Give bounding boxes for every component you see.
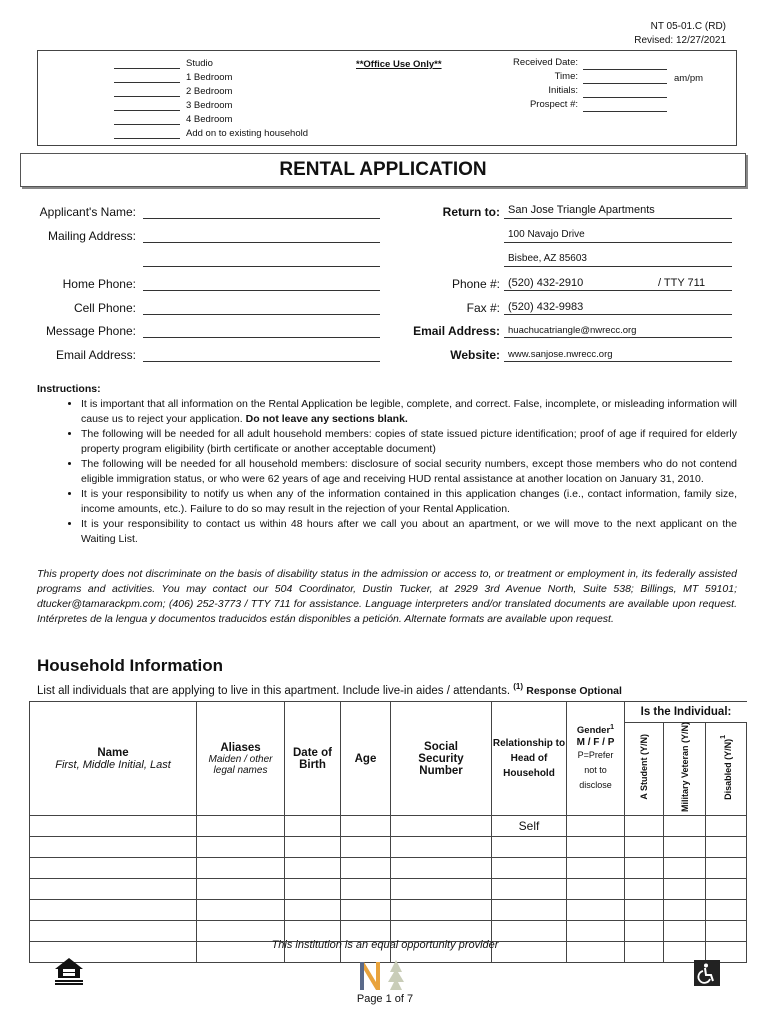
instructions <box>37 382 737 547</box>
return-to-address1: 100 Navajo Drive <box>508 229 585 240</box>
email-address-label: Email Address: <box>55 348 136 362</box>
household-cell[interactable] <box>341 858 391 879</box>
household-cell[interactable] <box>30 879 197 900</box>
instruction-item: • It is your responsibility to contact us within 48 hours after we call you about an apartment, or we will move to the next applicant on the Waiting List. <box>81 517 737 547</box>
instruction-item <box>81 397 737 427</box>
household-cell[interactable] <box>567 816 625 837</box>
fax-line <box>504 314 732 315</box>
col-dob-label: Date of Birth <box>293 746 332 771</box>
household-cell[interactable] <box>567 858 625 879</box>
household-cell[interactable] <box>341 837 391 858</box>
response-optional: Response Optional <box>526 684 622 697</box>
household-cell[interactable] <box>341 900 391 921</box>
col-age <box>341 702 391 816</box>
household-cell[interactable] <box>706 900 747 921</box>
time-label: Time: <box>554 71 578 82</box>
household-table <box>29 701 747 963</box>
time-field[interactable] <box>583 83 667 84</box>
equal-housing-logo <box>53 956 85 988</box>
col-dob <box>285 702 341 816</box>
household-cell[interactable] <box>492 858 567 879</box>
mailing-address-field-2[interactable] <box>143 266 380 267</box>
household-subtitle-text: List all individuals that are applying to live in this apartment. Include live-in aides / attendants. <box>37 684 511 697</box>
return-to-line-3 <box>504 266 732 267</box>
nondiscrimination-notice: This property does not discriminate on the basis of disability status in the admission or access to, or treatment or employment in, its federally assisted programs and activities. You may contact our 504 Coordinator, Dustin Tucker, at 2929 3rd Avenue North, Suite 538; Billings, MT 59101; dtucker@tamarackpm.com; (406) 252-3773 / TTY 711 for assistance. Language interpreters and/or translated documents are available upon request. Intérpretes de la lengua y documentos traducidos están disponibles a petición. Alternate formats are available upon request. <box>37 568 737 625</box>
col-military-label: Military Veteran (Y/N) <box>679 722 690 813</box>
office-use-only-label: **Office Use Only** <box>356 59 442 70</box>
is-individual-header: Is the Individual: <box>625 702 747 723</box>
form-revision <box>634 20 726 48</box>
household-cell[interactable] <box>391 879 492 900</box>
col-student-label: A Student (Y/N) <box>639 734 649 800</box>
household-cell[interactable] <box>30 858 197 879</box>
fax-value: (520) 432-9983 <box>508 301 584 313</box>
unit-blank <box>114 110 180 111</box>
form-number: NT 05-01.C (RD) <box>650 21 726 32</box>
household-cell[interactable] <box>706 837 747 858</box>
household-cell[interactable] <box>391 816 492 837</box>
household-row <box>30 879 747 900</box>
message-phone-label: Message Phone: <box>45 324 136 338</box>
unit-label: 2 Bedroom <box>186 86 233 97</box>
col-name-sub: First, Middle Initial, Last <box>55 758 171 771</box>
office-email-label: Email Address: <box>413 324 500 338</box>
col-aliases-sub: Maiden / other legal names <box>208 753 273 776</box>
equal-opportunity-statement: This institution is an equal opportunity provider <box>271 939 499 951</box>
household-cell[interactable] <box>285 879 341 900</box>
applicant-name-field[interactable] <box>143 218 380 219</box>
household-row <box>30 900 747 921</box>
household-cell[interactable] <box>706 879 747 900</box>
household-cell[interactable] <box>625 900 664 921</box>
instructions-heading: Instructions: <box>37 383 101 395</box>
unit-label: Add on to existing household <box>186 128 309 139</box>
office-email-line <box>504 337 732 338</box>
household-cell[interactable] <box>664 837 706 858</box>
household-cell[interactable] <box>706 858 747 879</box>
unit-blank <box>114 82 180 83</box>
phone-line <box>504 290 732 291</box>
household-header-row <box>30 702 747 816</box>
household-cell[interactable] <box>567 879 625 900</box>
col-relationship-label: Relationship to Head of Household <box>492 738 566 780</box>
household-cell[interactable] <box>492 837 567 858</box>
unit-label: 4 Bedroom <box>186 114 233 125</box>
household-cell[interactable] <box>197 837 285 858</box>
col-gender <box>567 702 625 816</box>
unit-blank <box>114 124 180 125</box>
mailing-address-field[interactable] <box>143 242 380 243</box>
col-name <box>30 702 197 816</box>
phone-value: (520) 432-2910 <box>508 277 584 289</box>
household-cell[interactable] <box>625 816 664 837</box>
revised-date: Revised: 12/27/2021 <box>634 35 726 46</box>
household-row <box>30 858 747 879</box>
instruction-bold: Do not leave any sections blank. <box>245 413 408 425</box>
household-cell[interactable] <box>391 858 492 879</box>
col-age-label: Age <box>354 752 377 765</box>
household-cell[interactable] <box>625 879 664 900</box>
col-gender-note: P=Prefer not to disclose <box>577 749 614 790</box>
col-aliases <box>197 702 285 816</box>
instructions-list <box>37 397 737 547</box>
prospect-field[interactable] <box>583 111 667 112</box>
website-line <box>504 361 732 362</box>
household-row <box>30 816 747 837</box>
cell-phone-label: Cell Phone: <box>73 301 136 315</box>
household-cell[interactable] <box>391 837 492 858</box>
accessibility-icon <box>694 960 720 986</box>
instruction-item: • The following will be needed for all household members: disclosure of social security numbers, except those members who do not contend eligible immigration status, or who were 62 years of age and receiving HUD rental assistance at another location on January 31, 2010. <box>81 457 737 487</box>
household-cell[interactable] <box>285 858 341 879</box>
return-to-name: San Jose Triangle Apartments <box>508 204 655 216</box>
home-phone-field[interactable] <box>143 290 380 291</box>
return-to-line-1 <box>504 218 732 219</box>
initials-label: Initials: <box>548 85 578 96</box>
col-disabled-label: Disabled (Y/N) <box>723 738 733 800</box>
household-cell[interactable] <box>664 879 706 900</box>
household-cell[interactable] <box>285 816 341 837</box>
unit-label: 1 Bedroom <box>186 72 233 83</box>
household-cell[interactable] <box>30 837 197 858</box>
col-ssn-label: Social Security Number <box>418 740 464 777</box>
company-logo <box>356 958 412 992</box>
household-cell[interactable] <box>567 837 625 858</box>
household-cell[interactable] <box>664 900 706 921</box>
tty-value: / TTY 711 <box>658 277 706 289</box>
household-cell[interactable] <box>492 879 567 900</box>
household-cell[interactable] <box>492 900 567 921</box>
website-label: Website: <box>450 348 500 362</box>
household-cell[interactable] <box>197 816 285 837</box>
return-to-line-2 <box>504 242 732 243</box>
fax-label: Fax #: <box>466 301 500 315</box>
household-title: Household Information <box>37 656 224 675</box>
received-labels <box>458 57 578 117</box>
footnote-mark: (1) <box>513 682 524 691</box>
household-cell[interactable] <box>285 900 341 921</box>
household-cell[interactable] <box>197 879 285 900</box>
household-cell[interactable] <box>625 837 664 858</box>
household-cell[interactable] <box>567 900 625 921</box>
instruction-text: It is important that all information on the Rental Application be legible, complete, and correct. False, incomplete, or misleading information will cause us to reject your application. <box>81 398 737 425</box>
col-gender-label: Gender <box>576 725 611 737</box>
household-cell[interactable] <box>625 858 664 879</box>
household-cell[interactable] <box>391 900 492 921</box>
disabled-sup: 1 <box>720 734 727 739</box>
household-row <box>30 837 747 858</box>
col-name-label: Name <box>97 746 129 759</box>
instruction-item: • It is your responsibility to notify us when any of the information contained in this application changes (i.e., contact information, family size, income amounts, etc.). Failure to do so may result in the rejection of your Rental Application. <box>81 487 737 517</box>
unit-label: 3 Bedroom <box>186 100 233 111</box>
page-number: Page 1 of 7 <box>356 993 414 1005</box>
initials-field[interactable] <box>583 97 667 98</box>
household-cell[interactable] <box>664 816 706 837</box>
home-phone-label: Home Phone: <box>62 277 136 291</box>
phone-label: Phone #: <box>451 277 500 291</box>
website-value[interactable]: www.sanjose.nwrecc.org <box>508 349 613 360</box>
col-relationship <box>492 702 567 816</box>
unit-label: Studio <box>186 58 213 69</box>
household-cell[interactable] <box>664 858 706 879</box>
cell-phone-field[interactable] <box>143 314 380 315</box>
message-phone-field[interactable] <box>143 337 380 338</box>
col-ssn <box>391 702 492 816</box>
household-cell[interactable] <box>197 858 285 879</box>
received-date-field[interactable] <box>583 69 667 70</box>
gender-sup: 1 <box>610 724 615 732</box>
col-gender-codes: M / F / P <box>576 736 615 748</box>
office-use-box <box>37 50 737 146</box>
household-cell[interactable] <box>341 816 391 837</box>
prospect-label: Prospect #: <box>529 99 578 110</box>
household-subtitle <box>37 682 622 697</box>
unit-blank <box>114 68 180 69</box>
household-cell[interactable] <box>341 879 391 900</box>
received-date-label: Received Date: <box>513 57 578 68</box>
household-cell[interactable] <box>285 837 341 858</box>
applicant-name-label: Applicant's Name: <box>39 205 136 219</box>
return-to-address2: Bisbee, AZ 85603 <box>508 253 587 264</box>
am-pm-label: am/pm <box>674 73 704 84</box>
return-to-label: Return to: <box>442 205 500 219</box>
unit-blank <box>114 96 180 97</box>
household-cell[interactable]: Self <box>492 816 567 837</box>
household-cell[interactable] <box>197 900 285 921</box>
household-cell[interactable] <box>706 816 747 837</box>
instruction-item: • The following will be needed for all adult household members: copies of state issued picture identification; proof of age if required for elderly property program eligibility (birth certificate or another acceptable document) <box>81 427 737 457</box>
unit-blank <box>114 138 180 139</box>
col-aliases-label: Aliases <box>220 741 261 754</box>
mailing-address-label: Mailing Address: <box>47 229 136 243</box>
household-cell[interactable] <box>30 816 197 837</box>
office-email-value[interactable]: huachucatriangle@nwrecc.org <box>508 325 637 336</box>
email-address-field[interactable] <box>143 361 380 362</box>
page-title: RENTAL APPLICATION <box>20 153 746 187</box>
household-cell[interactable] <box>30 900 197 921</box>
